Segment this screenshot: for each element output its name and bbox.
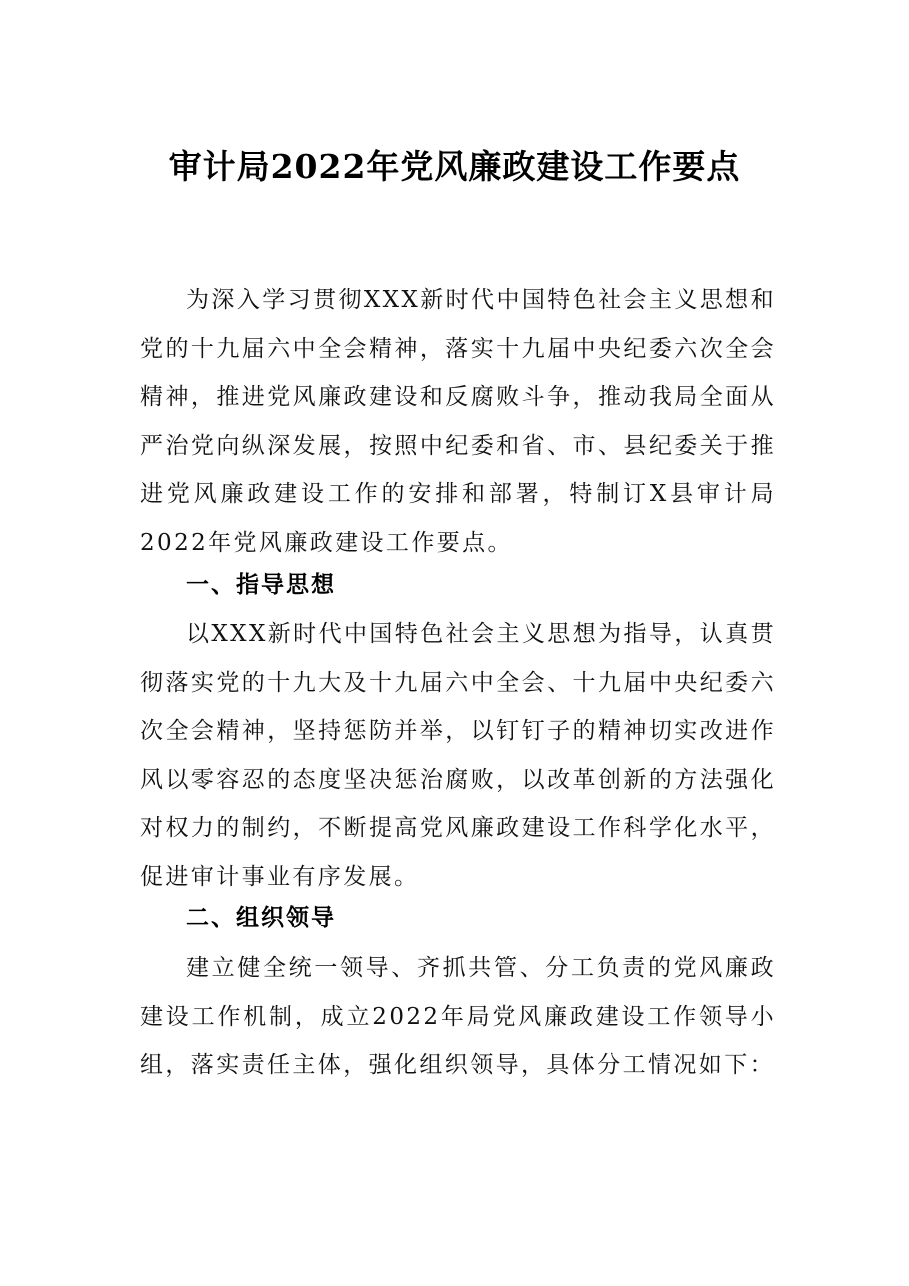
organization-leadership-paragraph: 建立健全统一领导、齐抓共管、分工负责的党风廉政建设工作机制，成立2022年局党风廉政建设工作领导小组，落实责任主体，强化组织领导，具体分工情况如下：: [140, 955, 776, 1079]
section-heading-guiding-thought: 一、指导思想: [186, 572, 336, 598]
intro-paragraph: 为深入学习贯彻XXX新时代中国特色社会主义思想和党的十九届六中全会精神，落实十九届中央纪委六次全会精神，推进党风廉政建设和反腐败斗争，推动我局全面从严治党向纵深发展，按照中纪委和省、市、县纪委关于推进党风廉政建设工作的安排和部署，特制订X县审计局2022年党风廉政建设工作要点。: [140, 287, 776, 556]
section-heading-organization-leadership: 二、组织领导: [186, 905, 336, 931]
guiding-thought-paragraph: 以XXX新时代中国特色社会主义思想为指导，认真贯彻落实党的十九大及十九届六中全会、十九届中央纪委六次全会精神，坚持惩防并举，以钉钉子的精神切实改进作风以零容忍的态度坚决惩治腐败，以改革创新的方法强化对权力的制约，不断提高党风廉政建设工作科学化水平，促进审计事业有序发展。: [140, 621, 776, 890]
document-title: 审计局2022年党风廉政建设工作要点: [168, 147, 741, 186]
